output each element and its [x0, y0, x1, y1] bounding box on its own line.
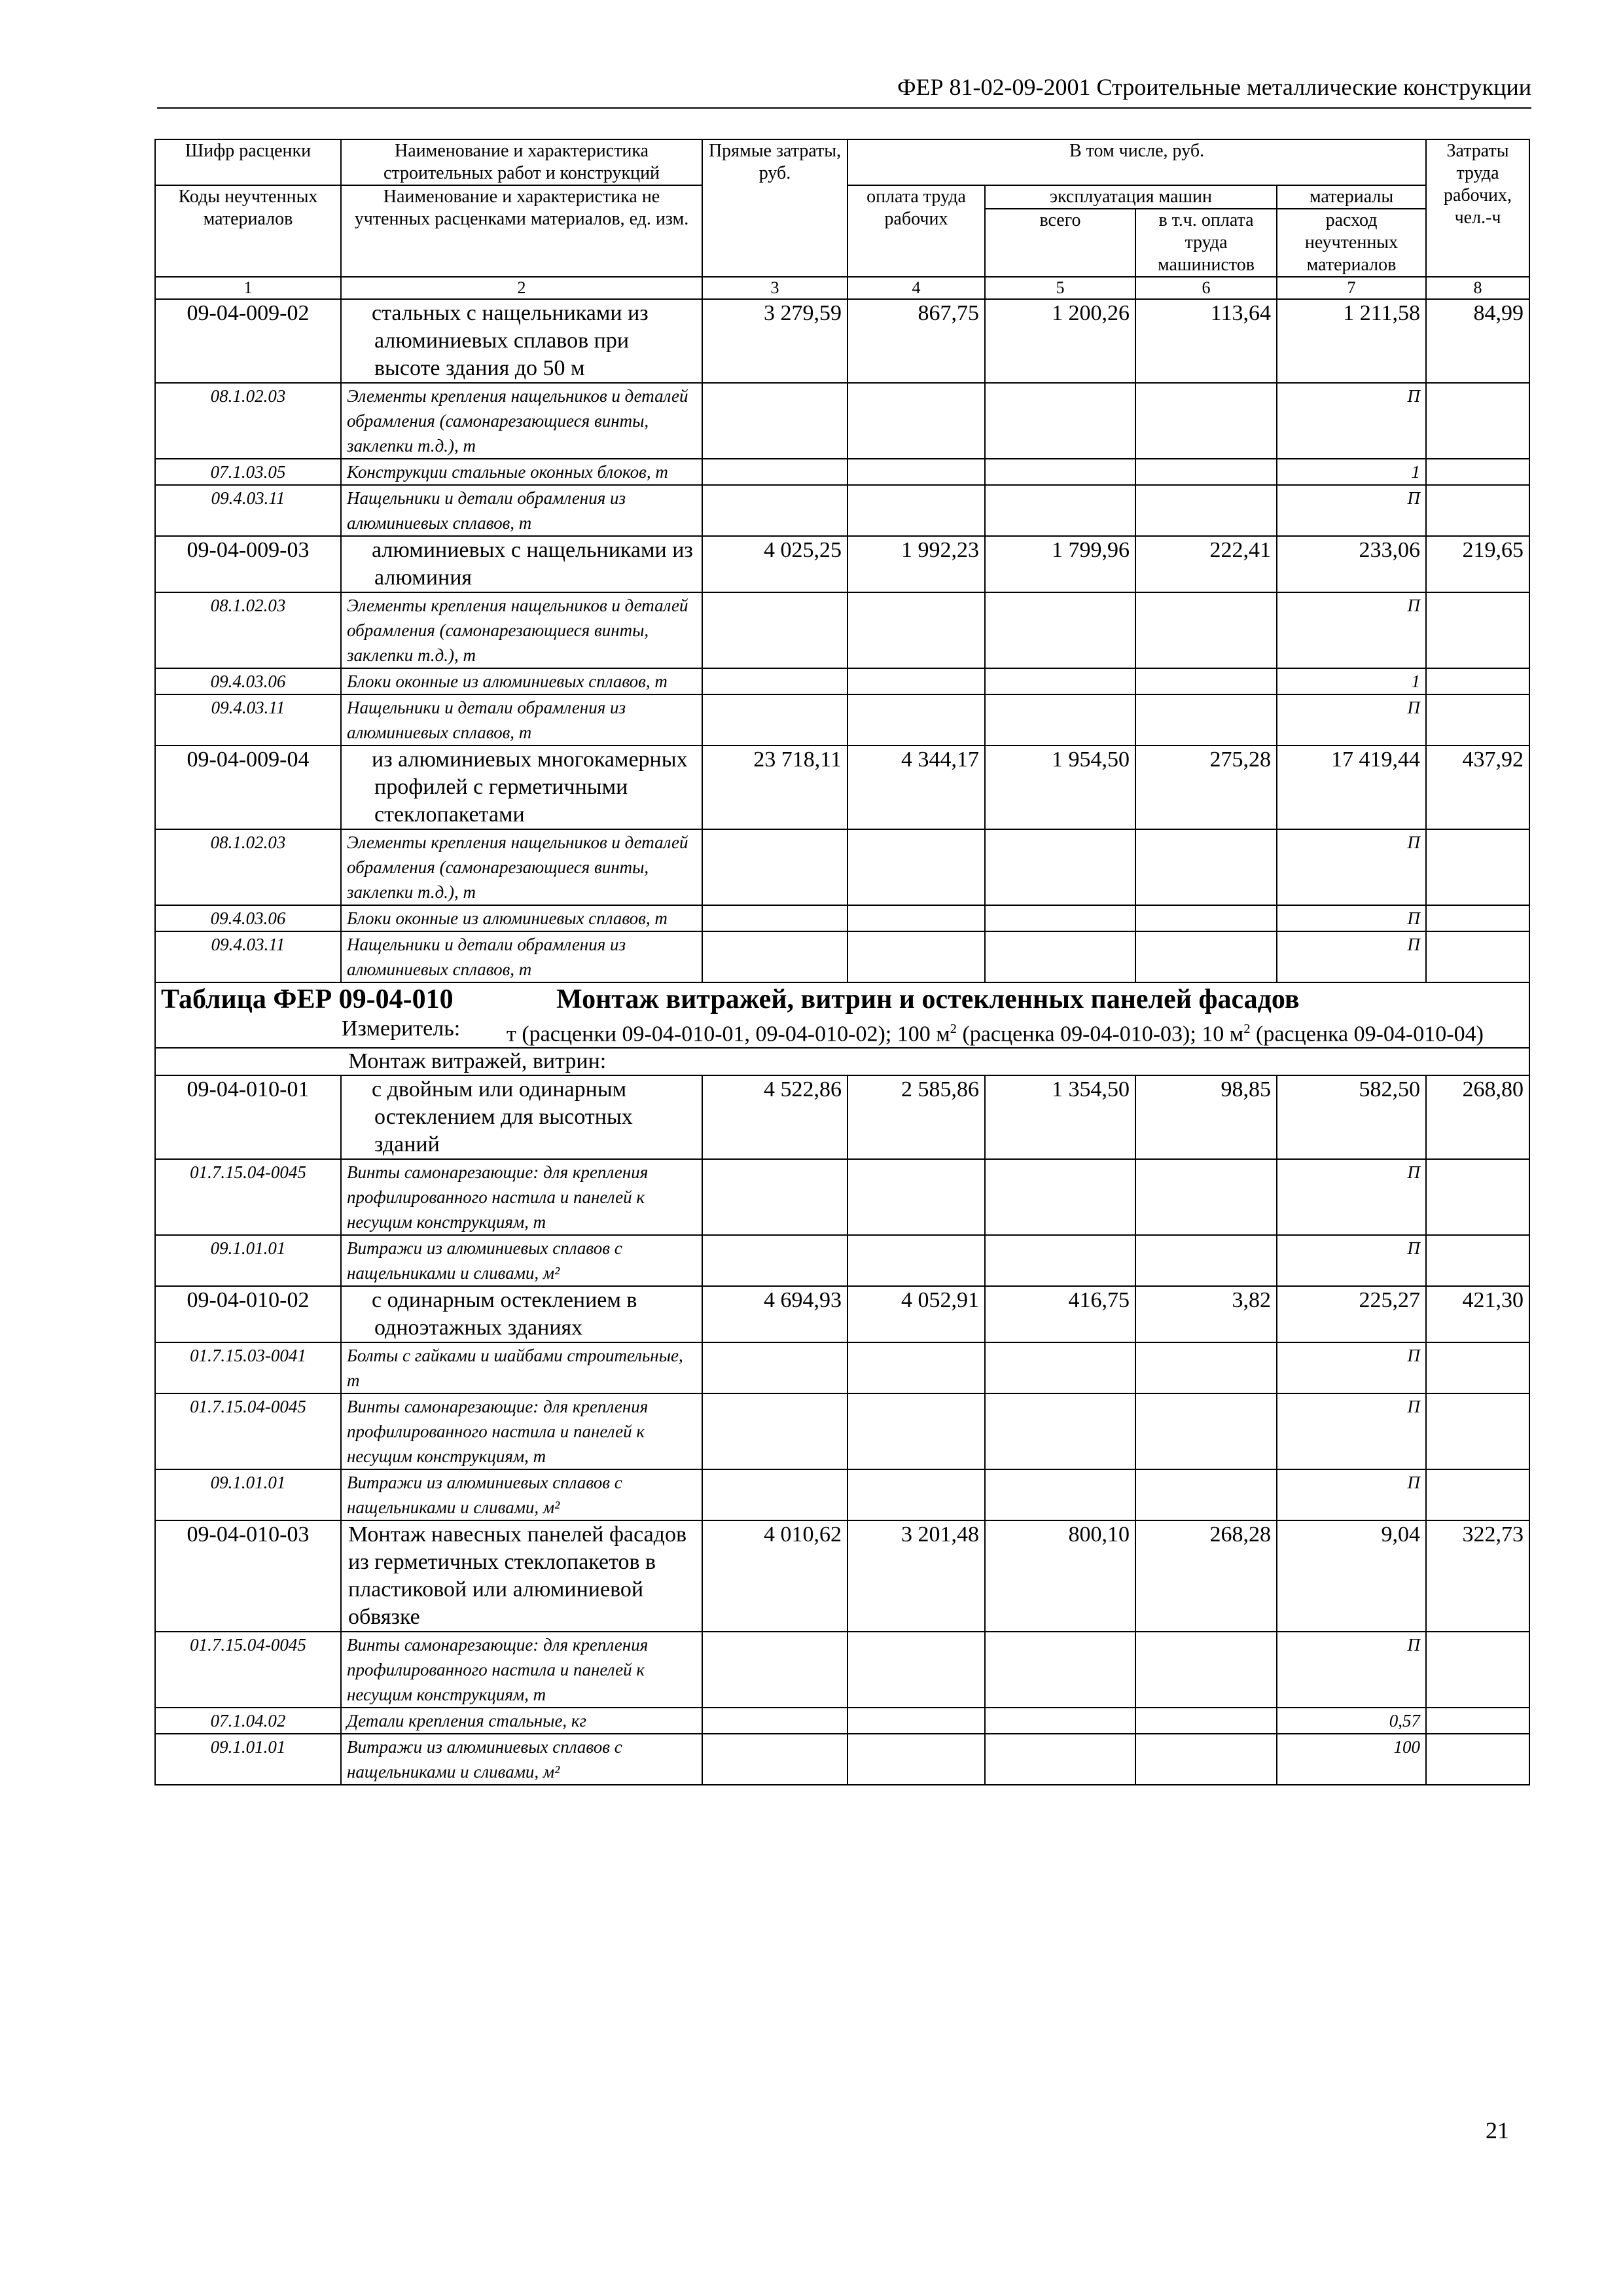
rate-direct: 4 522,86 — [702, 1075, 847, 1159]
material-name: Элементы крепления нащельников и деталей обрамления (самонарезающиеся винты, заклепки т.д.), т — [341, 592, 702, 668]
empty-cell — [1426, 459, 1529, 485]
section-title-line — [161, 983, 1524, 1016]
material-code: 09.4.03.11 — [155, 694, 341, 745]
rate-code: 09-04-010-03 — [155, 1520, 341, 1632]
rate-operators: 222,41 — [1135, 536, 1277, 592]
empty-cell — [985, 1159, 1135, 1235]
material-row — [155, 592, 1529, 668]
empty-cell — [847, 1632, 985, 1708]
empty-cell — [702, 1235, 847, 1286]
rate-labor: 219,65 — [1426, 536, 1529, 592]
col-direct-header: Прямые затраты, руб. — [702, 139, 847, 277]
empty-cell — [985, 1708, 1135, 1734]
measure-text: т (расценки 09-04-010-01, 09-04-010-02); 100 м — [507, 1022, 950, 1047]
material-quantity: П — [1277, 1235, 1426, 1286]
empty-cell — [847, 905, 985, 931]
material-quantity: П — [1277, 694, 1426, 745]
empty-cell — [702, 485, 847, 536]
section-header-cell — [155, 982, 1529, 1048]
empty-cell — [847, 1469, 985, 1520]
col-operators-header: в т.ч. оплата труда машинистов — [1135, 209, 1277, 277]
rate-operators: 275,28 — [1135, 745, 1277, 829]
col-mat-name-header: Наименование и характеристика не учтенных расценками материалов, ед. изм. — [341, 185, 702, 277]
material-code: 08.1.02.03 — [155, 829, 341, 905]
empty-cell — [702, 1469, 847, 1520]
empty-cell — [1426, 931, 1529, 982]
material-code: 09.1.01.01 — [155, 1469, 341, 1520]
empty-cell — [1135, 1393, 1277, 1469]
empty-cell — [847, 1342, 985, 1393]
empty-cell — [702, 383, 847, 459]
empty-cell — [1135, 668, 1277, 694]
material-row — [155, 1708, 1529, 1734]
rate-code: 09-04-009-02 — [155, 299, 341, 383]
rate-labor: 322,73 — [1426, 1520, 1529, 1632]
empty-cell — [847, 459, 985, 485]
material-row — [155, 383, 1529, 459]
material-row — [155, 1469, 1529, 1520]
rate-direct: 4 025,25 — [702, 536, 847, 592]
empty-cell — [1135, 1708, 1277, 1734]
empty-cell — [702, 1342, 847, 1393]
col-materials-header: материалы — [1277, 185, 1426, 209]
material-quantity: П — [1277, 931, 1426, 982]
rate-direct: 4 010,62 — [702, 1520, 847, 1632]
column-number: 3 — [702, 277, 847, 299]
material-row — [155, 1342, 1529, 1393]
empty-cell — [847, 668, 985, 694]
material-code: 07.1.04.02 — [155, 1708, 341, 1734]
rate-machines: 1 200,26 — [985, 299, 1135, 383]
empty-cell — [1426, 1393, 1529, 1469]
empty-cell — [985, 459, 1135, 485]
table-code: Таблица ФЕР 09-04-010 — [161, 984, 454, 1014]
rate-labor: 437,92 — [1426, 745, 1529, 829]
rate-operators: 113,64 — [1135, 299, 1277, 383]
material-quantity: П — [1277, 1159, 1426, 1235]
rate-labor: 268,80 — [1426, 1075, 1529, 1159]
rate-materials: 225,27 — [1277, 1286, 1426, 1342]
measure-sup: 2 — [950, 1022, 957, 1036]
empty-cell — [1426, 1734, 1529, 1785]
rate-row — [155, 1286, 1529, 1342]
rate-wages: 1 992,23 — [847, 536, 985, 592]
rate-row — [155, 299, 1529, 383]
empty-cell — [1135, 1469, 1277, 1520]
empty-cell — [1135, 459, 1277, 485]
empty-cell — [847, 383, 985, 459]
material-quantity: П — [1277, 1469, 1426, 1520]
empty-cell — [985, 592, 1135, 668]
material-quantity: П — [1277, 1632, 1426, 1708]
running-title: ФЕР 81-02-09-2001 Строительные металлические конструкции — [157, 72, 1531, 109]
material-row — [155, 829, 1529, 905]
rate-row — [155, 536, 1529, 592]
empty-cell — [985, 1235, 1135, 1286]
empty-cell — [702, 668, 847, 694]
material-code: 09.4.03.06 — [155, 905, 341, 931]
empty-cell — [1135, 383, 1277, 459]
material-code: 01.7.15.03-0041 — [155, 1342, 341, 1393]
empty-cell — [847, 1734, 985, 1785]
material-code: 09.4.03.06 — [155, 668, 341, 694]
material-quantity: П — [1277, 1393, 1426, 1469]
material-row — [155, 905, 1529, 931]
empty-cell — [1426, 1159, 1529, 1235]
empty-cell — [1135, 1632, 1277, 1708]
table-title: Монтаж витражей, витрин и остекленных панелей фасадов — [556, 984, 1300, 1014]
material-row — [155, 1632, 1529, 1708]
col-group-header: В том числе, руб. — [847, 139, 1426, 185]
empty-cell — [1135, 694, 1277, 745]
rate-name: стальных с нащельниками из алюминиевых сплавов при высоте здания до 50 м — [341, 299, 702, 383]
price-table — [154, 139, 1530, 1785]
section-header-row — [155, 982, 1529, 1048]
empty-cell — [1135, 1342, 1277, 1393]
material-code: 09.1.01.01 — [155, 1235, 341, 1286]
rate-operators: 268,28 — [1135, 1520, 1277, 1632]
rate-name: из алюминиевых многокамерных профилей с герметичными стеклопакетами — [341, 745, 702, 829]
material-name: Витражи из алюминиевых сплавов с нащельниками и сливами, м² — [341, 1734, 702, 1785]
empty-cell — [847, 694, 985, 745]
rate-name: с одинарным остеклением в одноэтажных зданиях — [341, 1286, 702, 1342]
empty-cell — [985, 694, 1135, 745]
empty-cell — [1135, 1235, 1277, 1286]
empty-cell — [985, 383, 1135, 459]
rate-direct: 4 694,93 — [702, 1286, 847, 1342]
col-unaccounted-header: расход неучтенных материалов — [1277, 209, 1426, 277]
col-wages-header: оплата труда рабочих — [847, 185, 985, 277]
empty-cell — [702, 459, 847, 485]
empty-cell — [985, 905, 1135, 931]
rate-materials: 233,06 — [1277, 536, 1426, 592]
col-name-header: Наименование и характеристика строительных работ и конструкций — [341, 139, 702, 185]
column-number: 1 — [155, 277, 341, 299]
material-row — [155, 668, 1529, 694]
rate-materials: 17 419,44 — [1277, 745, 1426, 829]
empty-cell — [1426, 694, 1529, 745]
material-row — [155, 694, 1529, 745]
empty-cell — [847, 592, 985, 668]
col-mat-code-header: Коды неучтенных материалов — [155, 185, 341, 277]
material-name: Болты с гайками и шайбами строительные, т — [341, 1342, 702, 1393]
subheading-row — [155, 1048, 1529, 1075]
empty-cell — [702, 1734, 847, 1785]
rate-materials: 1 211,58 — [1277, 299, 1426, 383]
empty-cell — [985, 931, 1135, 982]
column-number: 4 — [847, 277, 985, 299]
header-row-1 — [155, 139, 1529, 185]
material-name: Нащельники и детали обрамления из алюминиевых сплавов, т — [341, 694, 702, 745]
rate-name: алюминиевых с нащельниками из алюминия — [341, 536, 702, 592]
material-row — [155, 1159, 1529, 1235]
empty-cell — [847, 1708, 985, 1734]
rate-direct: 23 718,11 — [702, 745, 847, 829]
empty-cell — [702, 1393, 847, 1469]
rate-materials: 582,50 — [1277, 1075, 1426, 1159]
material-name: Элементы крепления нащельников и деталей обрамления (самонарезающиеся винты, заклепки т.д.), т — [341, 829, 702, 905]
material-quantity: 0,57 — [1277, 1708, 1426, 1734]
material-code: 08.1.02.03 — [155, 592, 341, 668]
empty-cell — [847, 829, 985, 905]
empty-cell — [1426, 905, 1529, 931]
empty-cell — [985, 668, 1135, 694]
empty-cell — [702, 592, 847, 668]
page-number: 21 — [1486, 2117, 1509, 2144]
material-name: Винты самонарезающие: для крепления профилированного настила и панелей к несущим конструкциям, т — [341, 1393, 702, 1469]
empty-cell — [847, 485, 985, 536]
material-quantity: 100 — [1277, 1734, 1426, 1785]
empty-cell — [1426, 485, 1529, 536]
empty-cell — [1426, 668, 1529, 694]
column-numbers-row — [155, 277, 1529, 299]
rate-labor: 421,30 — [1426, 1286, 1529, 1342]
empty-cell — [702, 905, 847, 931]
material-code: 07.1.03.05 — [155, 459, 341, 485]
material-code: 09.1.01.01 — [155, 1734, 341, 1785]
empty-cell — [985, 1342, 1135, 1393]
material-row — [155, 1235, 1529, 1286]
subheading-text: Монтаж витражей, витрин: — [348, 1049, 607, 1074]
empty-cell — [985, 1393, 1135, 1469]
empty-cell — [1426, 1469, 1529, 1520]
material-code: 08.1.02.03 — [155, 383, 341, 459]
material-name: Нащельники и детали обрамления из алюминиевых сплавов, т — [341, 931, 702, 982]
empty-cell — [702, 694, 847, 745]
column-number: 2 — [341, 277, 702, 299]
empty-cell — [1426, 1235, 1529, 1286]
empty-cell — [1135, 592, 1277, 668]
empty-cell — [1426, 592, 1529, 668]
rate-name: с двойным или одинарным остеклением для высотных зданий — [341, 1075, 702, 1159]
rate-machines: 1 799,96 — [985, 536, 1135, 592]
material-name: Винты самонарезающие: для крепления профилированного настила и панелей к несущим конструкциям, т — [341, 1159, 702, 1235]
rate-wages: 4 344,17 — [847, 745, 985, 829]
rate-direct: 3 279,59 — [702, 299, 847, 383]
empty-cell — [985, 829, 1135, 905]
col-labor-header: Затраты труда рабочих, чел.-ч — [1426, 139, 1529, 277]
column-number: 8 — [1426, 277, 1529, 299]
empty-cell — [1135, 485, 1277, 536]
empty-cell — [847, 1159, 985, 1235]
material-code: 09.4.03.11 — [155, 931, 341, 982]
empty-cell — [847, 931, 985, 982]
material-name: Блоки оконные из алюминиевых сплавов, т — [341, 905, 702, 931]
empty-cell — [985, 1469, 1135, 1520]
empty-cell — [1135, 931, 1277, 982]
col-exploitation-header: эксплуатация машин — [985, 185, 1277, 209]
material-row — [155, 1734, 1529, 1785]
rate-code: 09-04-010-01 — [155, 1075, 341, 1159]
material-row — [155, 485, 1529, 536]
material-row — [155, 1393, 1529, 1469]
measure-text: (расценка 09-04-010-03); 10 м — [956, 1022, 1244, 1047]
col-code-header: Шифр расценки — [155, 139, 341, 185]
material-quantity: П — [1277, 829, 1426, 905]
material-quantity: 1 — [1277, 459, 1426, 485]
rate-name: Монтаж навесных панелей фасадов из герметичных стеклопакетов в пластиковой или алюминиевой обвязке — [341, 1520, 702, 1632]
empty-cell — [1426, 1708, 1529, 1734]
empty-cell — [702, 1708, 847, 1734]
material-name: Элементы крепления нащельников и деталей обрамления (самонарезающиеся винты, заклепки т.д.), т — [341, 383, 702, 459]
empty-cell — [985, 485, 1135, 536]
material-quantity: П — [1277, 592, 1426, 668]
measure-line — [161, 1016, 1524, 1047]
material-name: Витражи из алюминиевых сплавов с нащельниками и сливами, м² — [341, 1235, 702, 1286]
rate-operators: 98,85 — [1135, 1075, 1277, 1159]
measure-sup: 2 — [1243, 1022, 1251, 1036]
column-number: 6 — [1135, 277, 1277, 299]
rate-row — [155, 745, 1529, 829]
material-name: Конструкции стальные оконных блоков, т — [341, 459, 702, 485]
measure-label: Измеритель: — [342, 1016, 461, 1041]
material-quantity: П — [1277, 905, 1426, 931]
empty-cell — [985, 1734, 1135, 1785]
material-code: 01.7.15.04-0045 — [155, 1159, 341, 1235]
rate-machines: 416,75 — [985, 1286, 1135, 1342]
empty-cell — [702, 931, 847, 982]
rate-machines: 1 954,50 — [985, 745, 1135, 829]
rate-machines: 800,10 — [985, 1520, 1135, 1632]
empty-cell — [1426, 383, 1529, 459]
col-machines-header: всего — [985, 209, 1135, 277]
rate-wages: 867,75 — [847, 299, 985, 383]
rate-row — [155, 1520, 1529, 1632]
material-quantity: П — [1277, 383, 1426, 459]
empty-cell — [1135, 905, 1277, 931]
rate-wages: 4 052,91 — [847, 1286, 985, 1342]
rate-labor: 84,99 — [1426, 299, 1529, 383]
material-name: Блоки оконные из алюминиевых сплавов, т — [341, 668, 702, 694]
column-number: 5 — [985, 277, 1135, 299]
material-quantity: П — [1277, 485, 1426, 536]
rate-code: 09-04-010-02 — [155, 1286, 341, 1342]
empty-cell — [1426, 1632, 1529, 1708]
subheading-cell — [155, 1048, 1529, 1075]
rate-row — [155, 1075, 1529, 1159]
empty-cell — [847, 1235, 985, 1286]
column-number: 7 — [1277, 277, 1426, 299]
material-name: Витражи из алюминиевых сплавов с нащельниками и сливами, м² — [341, 1469, 702, 1520]
rate-code: 09-04-009-03 — [155, 536, 341, 592]
material-name: Винты самонарезающие: для крепления профилированного настила и панелей к несущим конструкциям, т — [341, 1632, 702, 1708]
empty-cell — [847, 1393, 985, 1469]
rate-operators: 3,82 — [1135, 1286, 1277, 1342]
material-row — [155, 931, 1529, 982]
material-name: Детали крепления стальные, кг — [341, 1708, 702, 1734]
empty-cell — [1426, 1342, 1529, 1393]
empty-cell — [702, 829, 847, 905]
empty-cell — [702, 1159, 847, 1235]
material-code: 01.7.15.04-0045 — [155, 1393, 341, 1469]
rate-machines: 1 354,50 — [985, 1075, 1135, 1159]
material-quantity: 1 — [1277, 668, 1426, 694]
rate-code: 09-04-009-04 — [155, 745, 341, 829]
empty-cell — [1135, 1734, 1277, 1785]
rate-wages: 3 201,48 — [847, 1520, 985, 1632]
empty-cell — [702, 1632, 847, 1708]
material-row — [155, 459, 1529, 485]
empty-cell — [1135, 829, 1277, 905]
measure-value — [507, 1016, 1524, 1047]
empty-cell — [1426, 829, 1529, 905]
rate-wages: 2 585,86 — [847, 1075, 985, 1159]
material-quantity: П — [1277, 1342, 1426, 1393]
material-code: 01.7.15.04-0045 — [155, 1632, 341, 1708]
empty-cell — [985, 1632, 1135, 1708]
rate-materials: 9,04 — [1277, 1520, 1426, 1632]
material-code: 09.4.03.11 — [155, 485, 341, 536]
material-name: Нащельники и детали обрамления из алюминиевых сплавов, т — [341, 485, 702, 536]
empty-cell — [1135, 1159, 1277, 1235]
measure-text: (расценка 09-04-010-04) — [1250, 1022, 1484, 1047]
